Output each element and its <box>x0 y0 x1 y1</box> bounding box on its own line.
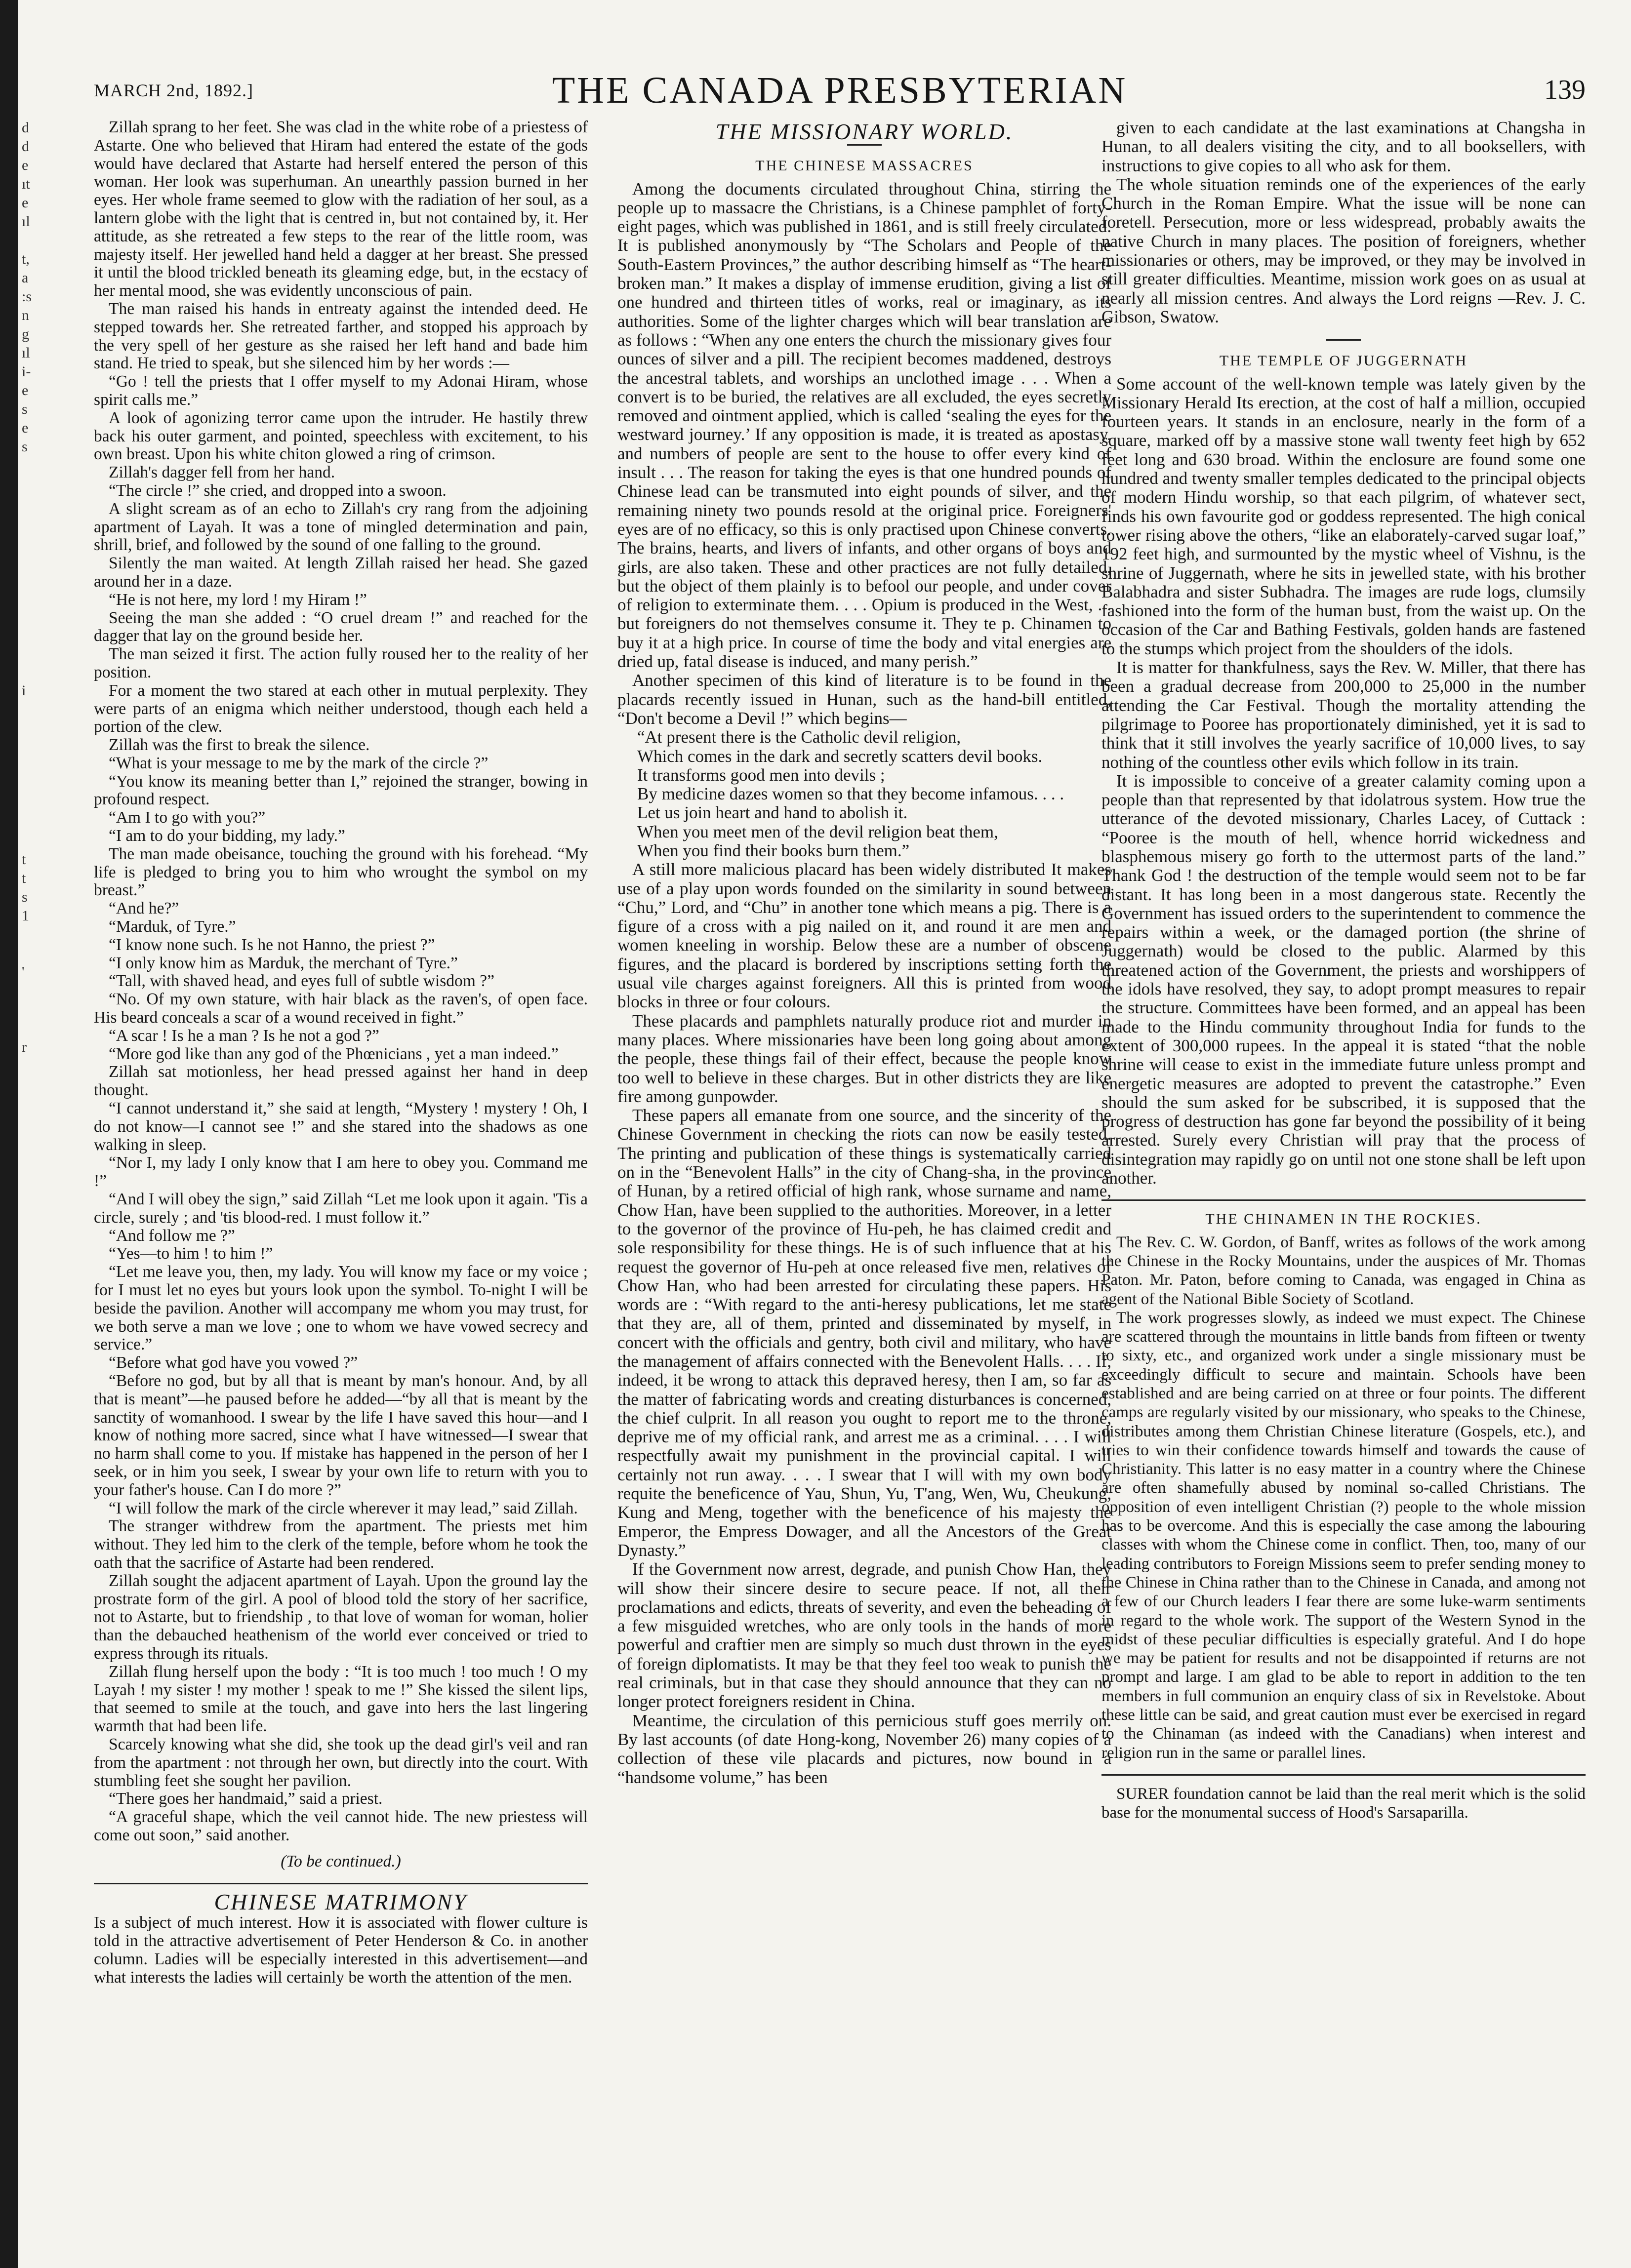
margin-fragment <box>22 1000 41 1019</box>
paragraph: Silently the man waited. At length Zillah raised her head. She gazed around her in a daze. <box>94 554 588 591</box>
paragraph: The stranger withdrew from the apartment. The priests met him without. They led him to the clerk of the temple, before whom he took the oath that the sacrifice of Astarte had been rendered. <box>94 1517 588 1572</box>
paragraph: “Tall, with shaved head, and eyes full of subtle wisdom ?” <box>109 972 494 991</box>
to-be-continued: (To be continued.) <box>281 1852 401 1870</box>
verse-line: Which comes in the dark and secretly scatters devil books. <box>637 746 1043 766</box>
margin-fragment <box>22 1207 41 1226</box>
margin-fragment <box>22 813 41 832</box>
margin-fragment <box>22 719 41 738</box>
adjacent-page-margin-fragments <box>22 119 41 1244</box>
paragraph: “I am to do your bidding, my lady.” <box>109 827 345 845</box>
margin-fragment <box>22 1057 41 1075</box>
margin-fragment <box>22 756 41 775</box>
margin-fragment: ıl <box>22 213 30 230</box>
paragraph: “He is not here, my lord ! my Hiram !” <box>109 590 367 609</box>
paragraph: If the Government now arrest, degrade, and punish Chow Han, they will show their sincere desire to secure peace. If not, all their proclamations and edicts, threats of severity, and even the beheading of a few misguided wretches, who are only tools in the hands of more powerful and craftier men are simply so much dust thrown in the eyes of foreign diplomatists. It may be that they feel too weak to punish the real criminals, but in that case they should announce that they can no longer protect foreigners resident in China. <box>617 1559 1111 1711</box>
paragraph: “Am I to go with you?” <box>109 808 266 827</box>
margin-fragment <box>22 231 41 250</box>
paragraph: Zillah flung herself upon the body : “It is too much ! too much ! O my Layah ! my sister ! my mother ! speak to me !” She kissed the silent lips, that seemed to smile at the touch, and gave into hers the last lingering warmth that had been life. <box>94 1662 588 1736</box>
paragraph: Meantime, the circulation of this pernicious stuff goes merrily on. By last accounts (of date Hong-kong, November 26) many copies of a collection of these vile placards and pictures, now bound in a “handsome volume,” has been <box>617 1711 1111 1787</box>
paragraph: These placards and pamphlets naturally produce riot and murder in many places. Where missionaries have been long going about among the people, these things fail of their effect, because the people know too well to believe in these charges. But in other districts they are like fire among gunpowder. <box>617 1011 1111 1106</box>
margin-fragment <box>22 456 41 475</box>
chinese-matrimony-heading: CHINESE MATRIMONY <box>214 1889 468 1914</box>
paragraph: The Rev. C. W. Gordon, of Banff, writes as follows of the work among the Chinese in the Rocky Mountains, under the auspices of Mr. Thomas Paton. Mr. Paton, before coming to Canada, was engaged in China as agent of the National Bible Society of Scotland. <box>1101 1233 1586 1308</box>
paragraph: given to each candidate at the last examinations at Changsha in Hunan, to all dealers visiting the city, and to all booksellers, with instructions to give copies to all who ask for them. <box>1101 118 1586 175</box>
divider <box>94 1883 588 1884</box>
margin-fragment: e <box>22 157 29 173</box>
page-edge-shadow <box>0 0 18 2268</box>
massacres-text <box>617 180 1111 728</box>
masthead-title: THE CANADA PRESBYTERIAN <box>552 70 1128 111</box>
paragraph: Zillah sat motionless, her head pressed against her hand in deep thought. <box>94 1063 588 1100</box>
margin-fragment <box>22 700 41 719</box>
divider <box>847 144 882 146</box>
verse-line: When you find their books burn them.” <box>637 840 910 860</box>
margin-fragment <box>22 794 41 813</box>
paragraph: “Before what god have you vowed ?” <box>109 1353 358 1372</box>
margin-fragment <box>22 606 41 625</box>
paragraph: For a moment the two stared at each other in mutual perplexity. They were parts of an enigma which neither understood, though each held a portion of the clew. <box>94 681 588 736</box>
paragraph: The work progresses slowly, as indeed we must expect. The Chinese are scattered through the mountains in little bands from fifteen or twenty to sixty, etc., and organized work under a single missionary must be exceedingly difficult to secure and maintain. Schools have been established and are being carried on at three or four points. The different camps are regularly visited by our missionary, who speaks to the Chinese, distributes among them Christian Chinese literature (Gospels, etc.), and tries to win their confidence towards himself and towards the cause of Christianity. This latter is no easy matter in a country where the Chinese are often shamefully abused by nominal so-called Christians. The opposition of even intelligent Christian (?) people to the whole mission has to be overcome. And this is especially the case among the labouring classes with whom the Chinese come in conflict. Then, too, many of our leading contributors to Foreign Missions seem to prefer sending money to the Chinese in China rather than to the Chinese in Canada, and among not a few of our Church leaders I fear there are some luke-warm sentiments in regard to the whole work. The support of the Western Synod in the midst of these peculiar difficulties is especially grateful. And I do hope we may be patient for results and not be disappointed if returns are not prompt and large. I am glad to be able to report in addition to the ten members in full communion an enquiry class of six in Revelstoke. About these little can be said, and great caution must ever be exercised in regard to the Chinaman (as indeed with the Canadians) when interest and religion run in the same or parallel lines. <box>1101 1309 1586 1762</box>
divider <box>1101 1199 1586 1201</box>
paragraph: Zillah's dagger fell from her hand. <box>109 463 335 482</box>
paragraph: “A graceful shape, which the veil cannot hide. The new priestess will come out soon,” said another. <box>94 1808 588 1844</box>
paragraph: “Before no god, but by all that is meant by man's honour. And, by all that is meant”—he paused before he added—“by all that is meant by the sanctity of womanhood. I swear by the life I have saved this hour—and I know of nothing more sacred, since what I have witnessed—I swear that no harm shall come to you. If mistake has happened in the person of her I seek, or in him you seek, I swear by your own life to return with you to your father's house. Can I do more ?” <box>94 1371 588 1499</box>
paragraph: These papers all emanate from one source, and the sincerity of the Chinese Government in checking the riots can now be easily tested. The printing and publication of these things is systematically carried on in the “Benevolent Halls” in the city of Chang-sha, in the province of Hunan, by a retired official of high rank, whose surname and name, Chow Han, have been supplied to the authorities. Moreover, in a letter to the governor of the province of Hu-peh, he has claimed credit and sole responsibility for these things. He is of such influence that at his request the governor of Hu-peh at once released five men, relatives of Chow Han, who had been arrested for circulating these papers. His words are : “With regard to the anti-heresy publications, let me state that they are, all of them, printed and disseminated by myself, in concert with the officials and gentry, both civil and military, who have the management of affairs connected with the Benevolent Halls. . . . If, indeed, it be wrong to attack this depraved heresy, then I am, so far as the matter of fabricating words and creating disturbances is concerned, the chief culprit. In all reason you ought to report me to the throne, deprive me of my official rank, and arrest me as a criminal. . . . I will respectfully await my punishment in the provincial capital. I will certainly not run away. . . . I swear that I will with my own body requite the beneficence of Yau, Shun, Yu, T'ang, Wen, Wu, Cheukung, Kung and Meng, together with the beneficence of his majesty the Emperor, the Empress Dowager, and all the Ancestors of the Great Dynasty.” <box>617 1106 1111 1560</box>
margin-fragment <box>22 494 41 513</box>
paragraph: Scarcely knowing what she did, she took up the dead girl's veil and ran from the apartment : not through her own, but directly into the court. With stumbling feet she sought her pavilion. <box>94 1735 588 1790</box>
divider <box>1326 339 1361 341</box>
paragraph: “More god like than any god of the Phœnicians , yet a man indeed.” <box>109 1044 559 1063</box>
margin-fragment: s <box>22 889 28 905</box>
massacres-conclusion <box>1101 119 1586 326</box>
paragraph: “And follow me ?” <box>109 1226 235 1245</box>
page-header <box>94 64 1586 119</box>
massacres-text-continued <box>617 860 1111 1787</box>
margin-fragment <box>22 944 41 963</box>
margin-fragment: t <box>22 870 26 886</box>
juggernath-heading: THE TEMPLE OF JUGGERNATH <box>1219 353 1468 369</box>
margin-fragment <box>22 1169 41 1188</box>
margin-fragment <box>22 625 41 644</box>
margin-fragment: 1 <box>22 908 29 924</box>
margin-fragment <box>22 588 41 606</box>
margin-fragment: n <box>22 307 29 323</box>
paragraph: Some account of the well-known temple was lately given by the Missionary Herald Its erection, at the cost of half a million, occupied fourteen years. It stands in an enclosure, nearly in the form of a square, marked off by a massive stone wall twenty feet high by 652 feet long and 630 broad. Within the enclosure are found some one hundred and twenty smaller temples dedicated to the principal objects of modern Hindu worship, so that each pilgrim, of whatever sect, finds his own favourite god or goddess represented. The high conical tower rising above the others, “like an elaborately-carved sugar loaf,” 192 feet high, and surmounted by the mystic wheel of Vishnu, is the shrine of Juggernath, where he sits in jewelled state, with his brother Balabhadra and sister Subhadra. The images are rude logs, clumsily fashioned into the form of the human bust, from the waist up. On the occasion of the Car and Bathing Festivals, golden hands are fastened to the stumps which project from the shoulders of the idols. <box>1101 374 1586 658</box>
paragraph: “I know none such. Is he not Hanno, the priest ?” <box>109 935 435 954</box>
margin-fragment: a <box>22 270 29 286</box>
margin-fragment: e <box>22 420 29 436</box>
margin-fragment: d <box>22 119 29 136</box>
margin-fragment <box>22 1151 41 1169</box>
column-missionary-world <box>617 119 1111 1787</box>
margin-fragment <box>22 738 41 756</box>
margin-fragment: r <box>22 1039 27 1055</box>
margin-fragment <box>22 1226 41 1244</box>
margin-fragment <box>22 569 41 588</box>
paragraph: “Go ! tell the priests that I offer myself to my Adonai Hiram, whose spirit calls me.” <box>94 372 588 409</box>
margin-fragment: i- <box>22 363 31 380</box>
margin-fragment: i <box>22 682 26 699</box>
margin-fragment <box>22 832 41 850</box>
margin-fragment: ıl <box>22 345 30 361</box>
verse-line: “At present there is the Catholic devil religion, <box>637 727 961 747</box>
margin-fragment <box>22 1075 41 1094</box>
page-number: 139 <box>1544 75 1586 105</box>
margin-fragment: g <box>22 326 29 342</box>
column-serial-story <box>94 119 588 1987</box>
margin-fragment <box>22 1019 41 1038</box>
paragraph: A look of agonizing terror came upon the intruder. He hastily threw back his outer garment, and pointed, speechless with excitement, to his own breast. Upon his white chiton glowed a ring of crimson. <box>94 408 588 464</box>
margin-fragment <box>22 1094 41 1113</box>
paragraph: “Marduk, of Tyre.” <box>109 917 236 936</box>
margin-fragment: e <box>22 195 29 211</box>
chinese-matrimony-text: Is a subject of much interest. How it is associated with flower culture is told in the attractive advertisement of Peter Henderson & Co. in another column. Ladies will be especially interested in this advertisement—and what interests the ladies will certainly be worth the attention of the men. <box>94 1913 588 1987</box>
paragraph: Seeing the man she added : “O cruel dream !” and reached for the dagger that lay on the ground beside her. <box>94 608 588 645</box>
margin-fragment: ıt <box>22 176 30 192</box>
margin-fragment <box>22 775 41 794</box>
paragraph: “And I will obey the sign,” said Zillah “Let me look upon it again. 'Tis a circle, surely ; and 'tis blood-red. I must follow it.” <box>94 1190 588 1227</box>
paragraph: The man seized it first. The action fully roused her to the reality of her position. <box>94 645 588 681</box>
paragraph: “You know its meaning better than I,” rejoined the stranger, bowing in profound respect. <box>94 772 588 809</box>
paragraph: Among the documents circulated throughout China, stirring the people up to massacre the Christians, is a Chinese pamphlet of forty-eight pages, which was published in 1861, and is still freely circulated. It is published anonymously by “The Scholars and People of the South-Eastern Provinces,” the author describing himself as “The heart-broken man.” It makes a display of immense erudition, giving a list of one hundred and thirteen titles of works, real or imaginary, as its authorities. Some of the lighter charges which will bear translation are as follows : “When any one enters the church the missionary gives four ounces of silver and a pill. The recipient becomes maddened, destroys the ancestral tablets, and worships an unclothed image . . . When a convert is to be buried, the relatives are all excluded, the eyes secretly removed and ointment applied, which is called ‘sealing the eyes for the westward journey.’ If any opposition is made, it is treated as apostasy, and numbers of people are sent to the house to offer every kind of insult . . . The reason for taking the eyes is that one hundred pounds of Chinese lead can be transmuted into eight pounds of silver, and the remaining ninety two pounds resold at the original price. Foreigners' eyes are of no efficacy, so this is only practised upon Chinese converts. The brains, hearts, and livers of infants, and other organs of boys and girls, are also taken. These and other practices are not fully detailed, but the object of them plainly is to befool our people, and under cover of religion to exterminate them. . . . Opium is produced in the West, . . but foreigners do not themselves consume it. They te p. Chinamen to buy it at a high price. In course of time the body and vital energies are dried up, fatal disease is induced, and many perish.” <box>617 179 1111 672</box>
chinamen-rockies-heading: THE CHINAMEN IN THE ROCKIES. <box>1205 1211 1482 1228</box>
margin-fragment <box>22 513 41 531</box>
divider <box>1101 1774 1586 1776</box>
margin-fragment <box>22 982 41 1000</box>
margin-fragment <box>22 1188 41 1207</box>
placard-verse <box>617 728 1111 860</box>
margin-fragment: e <box>22 382 29 398</box>
paragraph: “The circle !” she cried, and dropped into a swoon. <box>109 481 447 500</box>
issue-date: MARCH 2nd, 1892.] <box>94 80 254 100</box>
paragraph: “Nor I, my lady I only know that I am here to obey you. Command me !” <box>94 1154 588 1191</box>
margin-fragment <box>22 1113 41 1132</box>
paragraph: “I will follow the mark of the circle wherever it may lead,” said Zillah. <box>109 1499 578 1517</box>
missionary-world-heading: THE MISSIONARY WORLD. <box>715 119 1014 144</box>
paragraph: “A scar ! Is he a man ? Is he not a god ?” <box>109 1026 379 1045</box>
paragraph: The man made obeisance, touching the ground with his forehead. “My life is pledged to bring you to him who wrought the symbol on my breast.” <box>94 844 588 900</box>
margin-fragment: :s <box>22 288 32 305</box>
paragraph: It is matter for thankfulness, says the Rev. W. Miller, that there has been a gradual decrease from 200,000 to 25,000 in the number attending the Car Festival. Though the mortality attending the pilgrimage to Pooree has proportionately diminished, yet it is sad to think that it still involves the yearly sacrifice of 10,000 lives, to say nothing of the countless other evils which follow in its train. <box>1101 658 1586 772</box>
margin-fragment <box>22 531 41 550</box>
margin-fragment: s <box>22 438 28 455</box>
paragraph: Another specimen of this kind of literature is to be found in the placards recently issued in Hunan, such as the hand-bill entitled, “Don't become a Devil !” which begins— <box>617 671 1111 728</box>
margin-fragment <box>22 550 41 569</box>
margin-fragment <box>22 663 41 681</box>
paragraph: Zillah sought the adjacent apartment of Layah. Upon the ground lay the prostrate form of the girl. A pool of blood told the story of her sacrifice, not to Astarte, but to friendship , to that love of woman for woman, holier than the debauched heathenism of the world ever conceived or tried to express through its rituals. <box>94 1571 588 1663</box>
chinese-massacres-heading: THE CHINESE MASSACRES <box>755 158 974 174</box>
verse-line: It transforms good men into devils ; <box>637 765 885 785</box>
margin-fragment <box>22 1132 41 1151</box>
margin-fragment: ' <box>22 964 25 980</box>
paragraph: “And he?” <box>109 899 179 918</box>
paragraph: Zillah sprang to her feet. She was clad in the white robe of a priestess of Astarte. One who believed that Hiram had entered the estate of the gods would have declared that Astarte had herself entered the person of this woman. Her look was superhuman. An unearthly passion burned in her eyes. Her whole frame seemed to glow with the radiation of her soul, as a lantern globe with the light that is centred in, but not contained by, it. Her attitude, as she retreated a few steps to the rear of the little room, was majesty itself. Her jewelled hand held a dagger at her breast. She pressed it until the blood trickled beneath its gleaming edge, but, in the ecstacy of her mental mood, she was evidently unconscious of pain. <box>94 118 588 300</box>
paragraph: The whole situation reminds one of the experiences of the early Church in the Roman Empire. What the issue will be none can foretell. Persecution, more or less widespread, probably awaits the native Church in many places. The position of foreigners, whether missionaries or others, may be improved, or they may be involved in still greater difficulties. Meantime, mission work goes on as usual at nearly all mission centres. And always the Lord reigns —Rev. J. C. Gibson, Swatow. <box>1101 174 1586 326</box>
verse-line: When you meet men of the devil religion beat them, <box>637 822 998 841</box>
paragraph: Zillah was the first to break the silence. <box>109 736 370 755</box>
paragraph: It is impossible to conceive of a greater calamity coming upon a people than that represented by that idolatrous system. How true the utterance of the devoted missionary, Charles Lacey, of Cuttack : “Pooree is the mouth of hell, whence horrid wickedness and blasphemous misery go forth to the uttermost parts of the land.” Thank God ! the destruction of the temple would seem not to be far distant. It has long been in a most dangerous state. Recently the Government has issued orders to the superintendent to commence the repairs within a week, or the damaged portion (the shrine of Juggernath) would be closed to the public. Alarmed by this threatened action of the Government, the priests and worshippers of the idols have resolved, they say, to adopt prompt measures to repair the structure. Committees have been formed, and an appeal has been made to the Hindu community throughout India for funds to the extent of 300,000 rupees. In the appeal it is stated “that the noble shrine will cease to exist in the immediate future unless prompt and energetic measures are adopted to prevent the catastrophe.” Even should the sum asked for be subscribed, it is supposed that the progress of destruction has gone far beyond the possibility of it being arrested. Surely every Christian will pray that the process of disintegration may rapidly go on until not one stone shall be left upon another. <box>1101 771 1586 1188</box>
verse-line: Let us join heart and hand to abolish it. <box>637 803 908 823</box>
sarsaparilla-note: SURER foundation cannot be laid than the real merit which is the solid base for the monumental success of Hood's Sarsaparilla. <box>1101 1785 1586 1822</box>
chinamen-rockies-text <box>1101 1233 1586 1762</box>
juggernath-text <box>1101 375 1586 1188</box>
margin-fragment: t <box>22 851 26 868</box>
margin-fragment <box>22 644 41 663</box>
paragraph: “Let me leave you, then, my lady. You will know my face or my voice ; for I must let no eyes but yours look upon the symbol. To-night I will be beside the pavilion. Another will accompany me whom you may trust, for we both serve a man we love ; one to whom we have vowed secrecy and service.” <box>94 1263 588 1354</box>
margin-fragment: d <box>22 138 29 155</box>
margin-fragment: s <box>22 401 28 417</box>
margin-fragment: t, <box>22 251 30 267</box>
margin-fragment <box>22 475 41 494</box>
paragraph: A still more malicious placard has been widely distributed It makes use of a play upon words founded on the similarity in sound between “Chu,” Lord, and “Chu” in another tone which means a pig. There is a figure of a cross with a pig nailed on it, and round it are men and women kneeling in worship. Below these are a number of obscene figures, and the placard is bordered by inscriptions setting forth the usual vile charges against foreigners. All this is printed from wood blocks in three or four colours. <box>617 860 1111 1012</box>
paragraph: “Yes—to him ! to him !” <box>109 1244 273 1263</box>
paragraph: “No. Of my own stature, with hair black as the raven's, of open face. His beard conceals a scar of a wound received in fight.” <box>94 990 588 1027</box>
paragraph: “There goes her handmaid,” said a priest. <box>109 1790 383 1808</box>
paragraph: A slight scream as of an echo to Zillah's cry rang from the adjoining apartment of Layah. It was a tone of mingled determination and pain, shrill, brief, and followed by the sound of one falling to the ground. <box>94 499 588 555</box>
paragraph: “I cannot understand it,” she said at length, “Mystery ! mystery ! Oh, I do not know—I cannot see !” and she stared into the shadows as one walking in sleep. <box>94 1099 588 1154</box>
column-missions-continued <box>1101 119 1586 1823</box>
verse-line: By medicine dazes women so that they become infamous. . . . <box>637 784 1064 804</box>
paragraph: “I only know him as Marduk, the merchant of Tyre.” <box>109 954 458 972</box>
margin-fragment <box>22 925 41 944</box>
story-text <box>94 119 588 1845</box>
paragraph: The man raised his hands in entreaty against the intended deed. He stepped towards her. She retreated farther, and stopped his approach by the very spell of her gesture as she raised her left hand and bade him stand. He tried to speak, but she silenced him by her words :— <box>94 299 588 373</box>
paragraph: “What is your message to me by the mark of the circle ?” <box>109 754 489 772</box>
